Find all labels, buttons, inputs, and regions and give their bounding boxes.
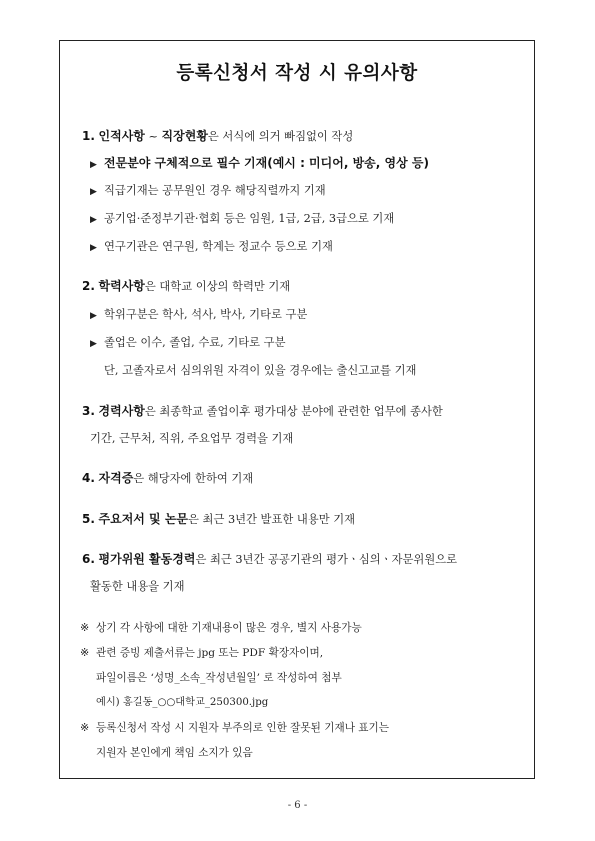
section-2-note: 단, 고졸자로서 심의위원 자격이 있을 경우에는 출신고교를 기재 [104,364,417,377]
section-5-heading: 5. 주요저서 및 논문은 최근 3년간 발표한 내용만 기재 [82,512,356,526]
bullet-icon: ▶ [90,311,97,321]
bullet-icon: ▶ [90,160,97,170]
reference-mark-icon: ※ [80,621,90,634]
section-1-heading: 1. 인적사항 ~ 직장현황은 서식에 의거 빠짐없이 작성 [82,129,354,143]
section-6-heading: 6. 평가위원 활동경력은 최근 3년간 공공기관의 평가ㆍ심의ㆍ자문위원으로 [82,552,458,566]
section-3-heading: 3. 경력사항은 최종학교 졸업이후 평가대상 분야에 관련한 업무에 종사한 [82,404,443,418]
bullet-icon: ▶ [90,187,97,197]
note-3-continuation: 지원자 본인에게 책임 소지가 있음 [96,747,253,759]
section-1-bullet-1: ▶ 전문분야 구체적으로 필수 기재(예시 : 미디어, 방송, 영상 등) [90,156,429,170]
bullet-icon: ▶ [90,243,97,253]
section-6-continuation: 활동한 내용을 기재 [90,580,185,593]
note-3: ※ 등록신청서 작성 시 지원자 부주의로 인한 잘못된 기재나 표기는 [80,721,390,734]
note-2-filename-rule: 파일이름은 ‘성명_소속_작성년월일’ 로 작성하여 첨부 [96,672,342,684]
section-2-heading: 2. 학력사항은 대학교 이상의 학력만 기재 [82,279,291,293]
section-3-continuation: 기간, 근무처, 직위, 주요업무 경력을 기재 [90,432,294,445]
note-2-example: 예시) 홍길동_○○대학교_250300.jpg [96,697,269,708]
section-1-bullet-4: ▶ 연구기관은 연구원, 학계는 정교수 등으로 기재 [90,240,333,253]
note-2: ※ 관련 증빙 제출서류는 jpg 또는 PDF 확장자이며, [80,646,324,659]
section-2-bullet-2: ▶ 졸업은 이수, 졸업, 수료, 기타로 구분 [90,336,286,349]
section-4-heading: 4. 자격증은 해당자에 한하여 기재 [82,471,254,485]
reference-mark-icon: ※ [80,721,90,734]
section-1-bullet-2: ▶ 직급기재는 공무원인 경우 해당직렬까지 기재 [90,184,326,197]
page-number: - 6 - [287,800,308,811]
bullet-icon: ▶ [90,339,97,349]
bullet-icon: ▶ [90,215,97,225]
section-2-bullet-1: ▶ 학위구분은 학사, 석사, 박사, 기타로 구분 [90,308,308,321]
page-title: 등록신청서 작성 시 유의사항 [176,63,418,84]
reference-mark-icon: ※ [80,646,90,659]
notice-box [59,40,535,779]
section-1-bullet-3: ▶ 공기업·준정부기관·협회 등은 임원, 1급, 2급, 3급으로 기재 [90,212,395,225]
note-1: ※ 상기 각 사항에 대한 기재내용이 많은 경우, 별지 사용가능 [80,621,362,634]
